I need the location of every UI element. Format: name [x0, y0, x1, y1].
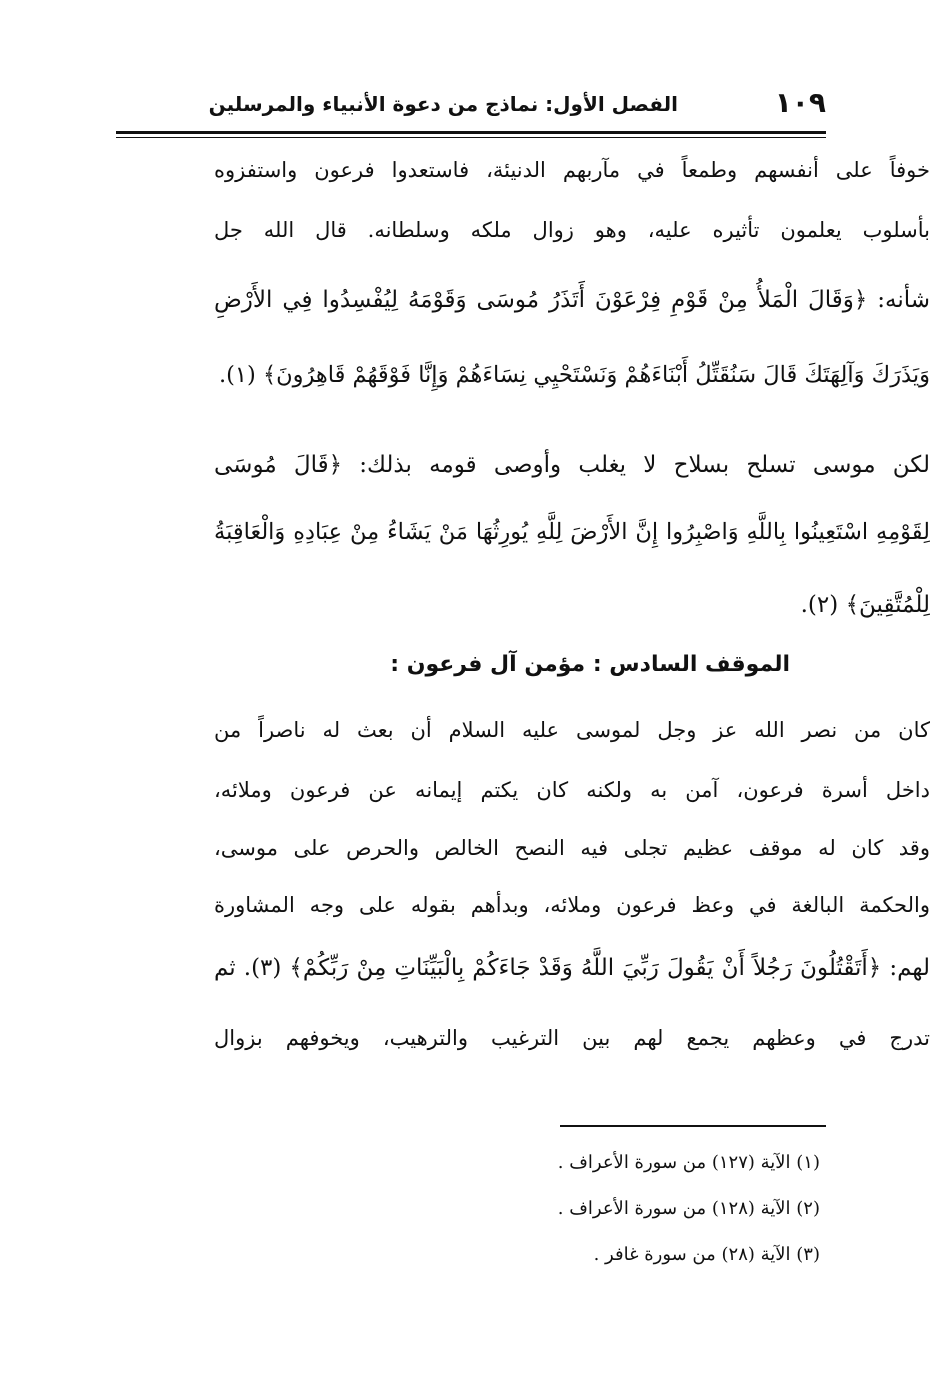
- page-number: ١٠٩: [774, 86, 826, 119]
- text-line: داخل أسرة فرعون، آمن به ولكنه كان يكتم إيمانه عن فرعون وملائه،: [214, 778, 930, 802]
- quran-verse-line: وَيَذَرَكَ وَآلِهَتَكَ قَالَ سَنُقَتِّلُ أَبْنَاءَهُمْ وَنَسْتَحْيِي نِسَاءَهُمْ وَإِنَّا فَوْقَهُمْ قَاهِرُونَ﴾ (١).: [218, 362, 930, 388]
- text-line: خوفاً على أنفسهم وطمعاً في مآربهم الدنيئة، فاستعدوا فرعون واستفزوه: [214, 158, 930, 182]
- chapter-title: الفصل الأول: نماذج من دعوة الأنبياء والمرسلين: [208, 92, 678, 116]
- section-heading: الموقف السادس : مؤمن آل فرعون :: [390, 652, 790, 677]
- text-line: لكن موسى تسلح بسلاح لا يغلب وأوصى قومه بذلك: ﴿قَالَ مُوسَى: [214, 452, 930, 478]
- text-line: بأسلوب يعلمون تأثيره عليه، وهو زوال ملكه وسلطانه. قال الله جل: [214, 218, 930, 242]
- quran-verse-line: لِقَوْمِهِ اسْتَعِينُوا بِاللَّهِ وَاصْبِرُوا إِنَّ الأَرْضَ لِلَّهِ يُورِثُهَا مَنْ يَشَاءُ مِنْ عِبَادِهِ وَالْعَاقِبَةُ: [214, 519, 930, 545]
- text-line: والحكمة البالغة في وعظ فرعون وملائه، وبدأهم بقوله على وجه المشاورة: [214, 893, 930, 917]
- footnote: (٢) الآية (١٢٨) من سورة الأعراف .: [557, 1198, 820, 1219]
- footnote: (٣) الآية (٢٨) من سورة غافر .: [593, 1244, 820, 1265]
- header-rule: [116, 131, 826, 134]
- text-line: كان من نصر الله عز وجل لموسى عليه السلام أن بعث له ناصراً من: [214, 718, 930, 742]
- quran-verse-line: لهم: ﴿أَتَقْتُلُونَ رَجُلاً أَنْ يَقُولَ رَبِّيَ اللَّهُ وَقَدْ جَاءَكُمْ بِالْبَيِّنَاتِ مِنْ رَبِّكُمْ﴾ (٣). ثم: [214, 955, 930, 981]
- footnote-rule: [560, 1125, 826, 1127]
- running-header: [116, 86, 826, 130]
- header-rule-thin: [116, 137, 826, 138]
- text-line: تدرج في وعظهم يجمع لهم بين الترغيب والترهيب، ويخوفهم بزوال: [214, 1026, 930, 1050]
- quran-verse-line: شأنه: ﴿وَقَالَ الْمَلأُ مِنْ قَوْمِ فِرْعَوْنَ أَتَذَرُ مُوسَى وَقَوْمَهُ لِيُفْسِدُوا فِي الأَرْضِ: [214, 287, 930, 313]
- footnote: (١) الآية (١٢٧) من سورة الأعراف .: [557, 1152, 820, 1173]
- quran-verse-line: لِلْمُتَّقِينَ﴾ (٢).: [800, 592, 930, 618]
- text-line: وقد كان له موقف عظيم تجلى فيه النصح الخالص والحرص على موسى،: [214, 836, 930, 860]
